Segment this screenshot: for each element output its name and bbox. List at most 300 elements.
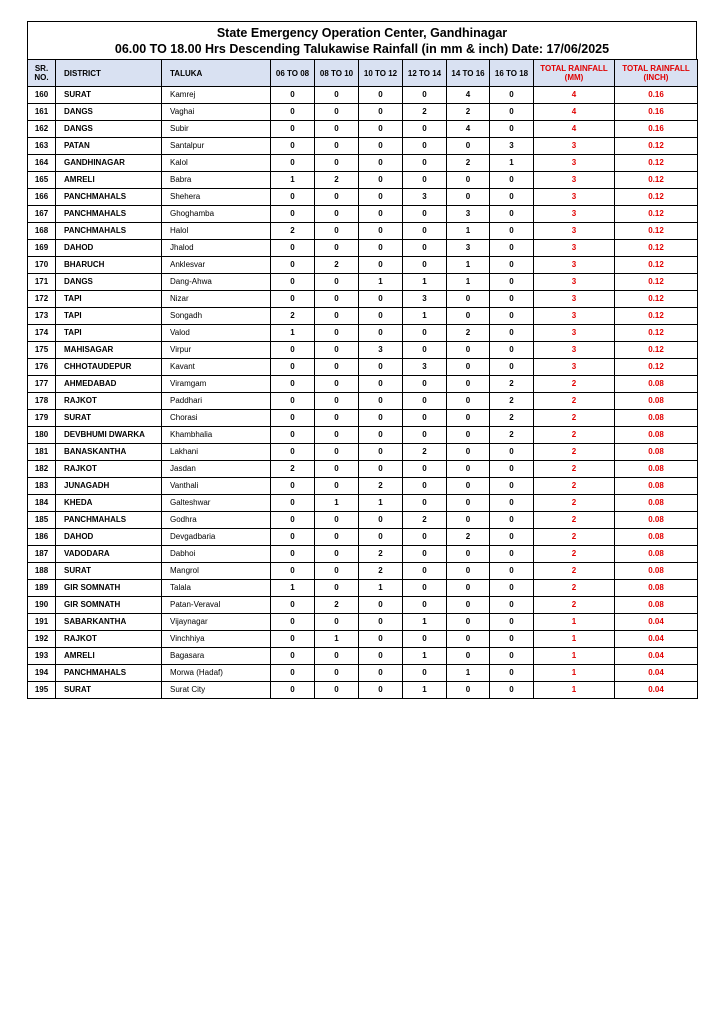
total-inch-cell: 0.12 [615, 240, 698, 257]
rain-08-10-cell: 0 [315, 87, 359, 104]
rain-06-08-cell: 0 [271, 291, 315, 308]
rain-08-10-cell: 0 [315, 648, 359, 665]
rain-06-08-cell: 0 [271, 155, 315, 172]
rain-16-18-cell: 2 [490, 393, 534, 410]
rain-08-10-cell: 0 [315, 359, 359, 376]
rain-12-14-cell: 0 [403, 376, 447, 393]
rain-16-18-cell: 0 [490, 512, 534, 529]
table-row [28, 597, 698, 614]
header-14-16: 14 TO 16 [447, 60, 490, 87]
district-cell: CHHOTAUDEPUR [56, 359, 162, 376]
rain-08-10-cell: 0 [315, 478, 359, 495]
district-cell: DANGS [56, 121, 162, 138]
rain-16-18-cell: 0 [490, 444, 534, 461]
rain-10-12-cell: 0 [359, 444, 403, 461]
header-total-mm: TOTAL RAINFALL (MM) [534, 60, 615, 87]
taluka-cell: Shehera [162, 189, 271, 206]
taluka-cell: Kamrej [162, 87, 271, 104]
district-cell: GIR SOMNATH [56, 597, 162, 614]
rain-14-16-cell: 2 [447, 325, 490, 342]
table-row [28, 665, 698, 682]
rain-16-18-cell: 0 [490, 87, 534, 104]
rain-12-14-cell: 1 [403, 614, 447, 631]
taluka-cell: Vanthali [162, 478, 271, 495]
table-row [28, 427, 698, 444]
rain-14-16-cell: 0 [447, 631, 490, 648]
rain-14-16-cell: 2 [447, 155, 490, 172]
taluka-cell: Vinchhiya [162, 631, 271, 648]
table-row [28, 189, 698, 206]
sr-no-cell: 166 [28, 189, 56, 206]
rain-14-16-cell: 0 [447, 308, 490, 325]
total-mm-cell: 3 [534, 308, 615, 325]
total-mm-cell: 1 [534, 648, 615, 665]
rain-06-08-cell: 0 [271, 665, 315, 682]
district-cell: DAHOD [56, 240, 162, 257]
rain-08-10-cell: 0 [315, 461, 359, 478]
total-inch-cell: 0.12 [615, 189, 698, 206]
rain-14-16-cell: 0 [447, 189, 490, 206]
taluka-cell: Dang-Ahwa [162, 274, 271, 291]
rain-10-12-cell: 0 [359, 189, 403, 206]
rain-14-16-cell: 0 [447, 495, 490, 512]
rain-16-18-cell: 1 [490, 155, 534, 172]
rain-14-16-cell: 0 [447, 597, 490, 614]
rain-14-16-cell: 0 [447, 444, 490, 461]
rain-16-18-cell: 2 [490, 410, 534, 427]
table-row [28, 121, 698, 138]
rain-10-12-cell: 0 [359, 614, 403, 631]
taluka-cell: Vaghai [162, 104, 271, 121]
rain-12-14-cell: 3 [403, 359, 447, 376]
rain-08-10-cell: 0 [315, 393, 359, 410]
rain-10-12-cell: 0 [359, 172, 403, 189]
total-mm-cell: 3 [534, 223, 615, 240]
rain-08-10-cell: 0 [315, 444, 359, 461]
sr-no-cell: 192 [28, 631, 56, 648]
rain-12-14-cell: 0 [403, 546, 447, 563]
sr-no-cell: 194 [28, 665, 56, 682]
total-mm-cell: 3 [534, 172, 615, 189]
rain-10-12-cell: 0 [359, 682, 403, 699]
total-inch-cell: 0.12 [615, 308, 698, 325]
table-row [28, 580, 698, 597]
rain-16-18-cell: 0 [490, 121, 534, 138]
rain-10-12-cell: 0 [359, 155, 403, 172]
rain-08-10-cell: 0 [315, 155, 359, 172]
rain-06-08-cell: 1 [271, 325, 315, 342]
rain-14-16-cell: 0 [447, 359, 490, 376]
table-row [28, 410, 698, 427]
taluka-cell: Surat City [162, 682, 271, 699]
header-district: DISTRICT [56, 60, 162, 87]
table-row [28, 206, 698, 223]
total-mm-cell: 3 [534, 291, 615, 308]
rain-14-16-cell: 0 [447, 614, 490, 631]
rain-08-10-cell: 0 [315, 138, 359, 155]
total-mm-cell: 3 [534, 325, 615, 342]
rain-10-12-cell: 2 [359, 478, 403, 495]
total-mm-cell: 2 [534, 444, 615, 461]
rain-10-12-cell: 0 [359, 376, 403, 393]
rain-08-10-cell: 0 [315, 512, 359, 529]
sr-no-cell: 161 [28, 104, 56, 121]
table-row [28, 648, 698, 665]
district-cell: GANDHINAGAR [56, 155, 162, 172]
rain-16-18-cell: 0 [490, 563, 534, 580]
sr-no-cell: 172 [28, 291, 56, 308]
report-subtitle: 06.00 TO 18.00 Hrs Descending Talukawise Rainfall (in mm & inch) Date: 17/06/2025 [114, 42, 610, 56]
district-cell: SURAT [56, 682, 162, 699]
district-cell: JUNAGADH [56, 478, 162, 495]
total-inch-cell: 0.08 [615, 512, 698, 529]
taluka-cell: Babra [162, 172, 271, 189]
rain-14-16-cell: 0 [447, 648, 490, 665]
rainfall-table [27, 59, 698, 699]
taluka-cell: Morwa (Hadaf) [162, 665, 271, 682]
taluka-cell: Songadh [162, 308, 271, 325]
rain-08-10-cell: 0 [315, 104, 359, 121]
rain-16-18-cell: 0 [490, 206, 534, 223]
rain-06-08-cell: 0 [271, 274, 315, 291]
rain-06-08-cell: 2 [271, 223, 315, 240]
rain-08-10-cell: 0 [315, 206, 359, 223]
rain-06-08-cell: 0 [271, 631, 315, 648]
total-inch-cell: 0.08 [615, 461, 698, 478]
rain-14-16-cell: 0 [447, 478, 490, 495]
rain-10-12-cell: 1 [359, 274, 403, 291]
rain-16-18-cell: 0 [490, 342, 534, 359]
total-mm-cell: 1 [534, 665, 615, 682]
district-cell: SURAT [56, 410, 162, 427]
district-cell: SURAT [56, 87, 162, 104]
district-cell: PANCHMAHALS [56, 206, 162, 223]
rain-12-14-cell: 0 [403, 206, 447, 223]
rain-16-18-cell: 0 [490, 274, 534, 291]
rain-16-18-cell: 0 [490, 240, 534, 257]
total-mm-cell: 3 [534, 155, 615, 172]
rain-12-14-cell: 0 [403, 87, 447, 104]
rain-12-14-cell: 2 [403, 104, 447, 121]
rain-10-12-cell: 0 [359, 121, 403, 138]
sr-no-cell: 187 [28, 546, 56, 563]
rain-06-08-cell: 0 [271, 427, 315, 444]
rain-10-12-cell: 0 [359, 597, 403, 614]
taluka-cell: Godhra [162, 512, 271, 529]
taluka-cell: Halol [162, 223, 271, 240]
rain-10-12-cell: 1 [359, 495, 403, 512]
report-title-box [27, 21, 697, 59]
total-inch-cell: 0.08 [615, 427, 698, 444]
total-mm-cell: 2 [534, 393, 615, 410]
total-mm-cell: 3 [534, 240, 615, 257]
sr-no-cell: 190 [28, 597, 56, 614]
rain-08-10-cell: 0 [315, 376, 359, 393]
district-cell: SABARKANTHA [56, 614, 162, 631]
total-inch-cell: 0.04 [615, 682, 698, 699]
rain-08-10-cell: 0 [315, 580, 359, 597]
total-inch-cell: 0.08 [615, 580, 698, 597]
sr-no-cell: 174 [28, 325, 56, 342]
rain-16-18-cell: 0 [490, 359, 534, 376]
rain-14-16-cell: 0 [447, 172, 490, 189]
rain-12-14-cell: 0 [403, 393, 447, 410]
sr-no-cell: 168 [28, 223, 56, 240]
total-inch-cell: 0.08 [615, 563, 698, 580]
total-mm-cell: 4 [534, 121, 615, 138]
table-row [28, 291, 698, 308]
rain-06-08-cell: 0 [271, 206, 315, 223]
sr-no-cell: 164 [28, 155, 56, 172]
sr-no-cell: 193 [28, 648, 56, 665]
rain-10-12-cell: 0 [359, 461, 403, 478]
table-row [28, 104, 698, 121]
rain-12-14-cell: 0 [403, 461, 447, 478]
district-cell: AMRELI [56, 172, 162, 189]
table-row [28, 529, 698, 546]
rain-16-18-cell: 0 [490, 172, 534, 189]
total-mm-cell: 3 [534, 206, 615, 223]
total-mm-cell: 1 [534, 682, 615, 699]
rain-12-14-cell: 0 [403, 138, 447, 155]
rain-10-12-cell: 0 [359, 206, 403, 223]
rain-10-12-cell: 1 [359, 580, 403, 597]
rain-08-10-cell: 0 [315, 223, 359, 240]
rain-14-16-cell: 0 [447, 291, 490, 308]
taluka-cell: Nizar [162, 291, 271, 308]
sr-no-cell: 191 [28, 614, 56, 631]
total-mm-cell: 2 [534, 529, 615, 546]
rain-08-10-cell: 0 [315, 291, 359, 308]
rain-16-18-cell: 0 [490, 546, 534, 563]
rain-12-14-cell: 1 [403, 648, 447, 665]
district-cell: PATAN [56, 138, 162, 155]
rain-12-14-cell: 0 [403, 325, 447, 342]
rain-06-08-cell: 0 [271, 478, 315, 495]
total-inch-cell: 0.12 [615, 274, 698, 291]
total-inch-cell: 0.08 [615, 597, 698, 614]
sr-no-cell: 183 [28, 478, 56, 495]
sr-no-cell: 160 [28, 87, 56, 104]
total-inch-cell: 0.08 [615, 376, 698, 393]
total-inch-cell: 0.12 [615, 155, 698, 172]
header-06-08: 06 TO 08 [271, 60, 315, 87]
table-row [28, 359, 698, 376]
rain-16-18-cell: 0 [490, 325, 534, 342]
rain-06-08-cell: 1 [271, 172, 315, 189]
rain-16-18-cell: 0 [490, 223, 534, 240]
total-mm-cell: 1 [534, 631, 615, 648]
taluka-cell: Santalpur [162, 138, 271, 155]
table-row [28, 155, 698, 172]
table-row [28, 223, 698, 240]
table-row [28, 308, 698, 325]
rain-06-08-cell: 0 [271, 682, 315, 699]
rain-16-18-cell: 0 [490, 189, 534, 206]
district-cell: MAHISAGAR [56, 342, 162, 359]
total-mm-cell: 2 [534, 546, 615, 563]
rain-06-08-cell: 0 [271, 393, 315, 410]
sr-no-cell: 177 [28, 376, 56, 393]
rain-08-10-cell: 0 [315, 665, 359, 682]
rain-16-18-cell: 2 [490, 376, 534, 393]
rain-12-14-cell: 0 [403, 495, 447, 512]
rain-14-16-cell: 0 [447, 342, 490, 359]
district-cell: DANGS [56, 104, 162, 121]
rain-08-10-cell: 0 [315, 308, 359, 325]
rain-10-12-cell: 0 [359, 138, 403, 155]
rain-14-16-cell: 3 [447, 240, 490, 257]
rain-10-12-cell: 0 [359, 529, 403, 546]
rain-16-18-cell: 0 [490, 665, 534, 682]
district-cell: RAJKOT [56, 393, 162, 410]
rain-06-08-cell: 0 [271, 563, 315, 580]
taluka-cell: Devgadbaria [162, 529, 271, 546]
sr-no-cell: 173 [28, 308, 56, 325]
total-mm-cell: 2 [534, 597, 615, 614]
table-row [28, 495, 698, 512]
rain-08-10-cell: 1 [315, 495, 359, 512]
total-mm-cell: 1 [534, 614, 615, 631]
taluka-cell: Paddhari [162, 393, 271, 410]
table-header-row [28, 60, 698, 87]
sr-no-cell: 186 [28, 529, 56, 546]
sr-no-cell: 167 [28, 206, 56, 223]
table-row [28, 376, 698, 393]
rain-08-10-cell: 2 [315, 597, 359, 614]
rain-12-14-cell: 0 [403, 342, 447, 359]
district-cell: PANCHMAHALS [56, 189, 162, 206]
total-mm-cell: 3 [534, 138, 615, 155]
rain-06-08-cell: 0 [271, 529, 315, 546]
rain-12-14-cell: 0 [403, 427, 447, 444]
taluka-cell: Ghoghamba [162, 206, 271, 223]
district-cell: TAPI [56, 325, 162, 342]
rain-12-14-cell: 3 [403, 291, 447, 308]
rain-06-08-cell: 0 [271, 342, 315, 359]
rain-06-08-cell: 0 [271, 410, 315, 427]
rain-14-16-cell: 0 [447, 461, 490, 478]
sr-no-cell: 175 [28, 342, 56, 359]
rain-08-10-cell: 1 [315, 631, 359, 648]
rain-14-16-cell: 0 [447, 138, 490, 155]
rain-06-08-cell: 0 [271, 512, 315, 529]
rain-16-18-cell: 0 [490, 529, 534, 546]
header-10-12: 10 TO 12 [359, 60, 403, 87]
table-row [28, 444, 698, 461]
district-cell: BHARUCH [56, 257, 162, 274]
rain-14-16-cell: 0 [447, 512, 490, 529]
rain-12-14-cell: 0 [403, 597, 447, 614]
rain-10-12-cell: 0 [359, 325, 403, 342]
table-row [28, 274, 698, 291]
rain-06-08-cell: 0 [271, 648, 315, 665]
sr-no-cell: 170 [28, 257, 56, 274]
rain-14-16-cell: 1 [447, 223, 490, 240]
district-cell: AHMEDABAD [56, 376, 162, 393]
rain-10-12-cell: 0 [359, 240, 403, 257]
total-inch-cell: 0.04 [615, 648, 698, 665]
total-inch-cell: 0.08 [615, 410, 698, 427]
total-inch-cell: 0.08 [615, 546, 698, 563]
sr-no-cell: 178 [28, 393, 56, 410]
taluka-cell: Viramgam [162, 376, 271, 393]
rain-10-12-cell: 2 [359, 546, 403, 563]
rain-10-12-cell: 0 [359, 427, 403, 444]
district-cell: DEVBHUMI DWARKA [56, 427, 162, 444]
total-inch-cell: 0.12 [615, 342, 698, 359]
district-cell: PANCHMAHALS [56, 223, 162, 240]
rain-12-14-cell: 0 [403, 529, 447, 546]
rain-12-14-cell: 0 [403, 172, 447, 189]
district-cell: RAJKOT [56, 631, 162, 648]
rain-08-10-cell: 0 [315, 325, 359, 342]
taluka-cell: Lakhani [162, 444, 271, 461]
rain-14-16-cell: 1 [447, 274, 490, 291]
total-inch-cell: 0.08 [615, 478, 698, 495]
rain-10-12-cell: 0 [359, 257, 403, 274]
district-cell: TAPI [56, 291, 162, 308]
rain-08-10-cell: 0 [315, 189, 359, 206]
rain-16-18-cell: 0 [490, 614, 534, 631]
rain-08-10-cell: 0 [315, 546, 359, 563]
rain-14-16-cell: 0 [447, 410, 490, 427]
rain-14-16-cell: 0 [447, 427, 490, 444]
rain-06-08-cell: 0 [271, 495, 315, 512]
table-row [28, 257, 698, 274]
rain-12-14-cell: 0 [403, 240, 447, 257]
taluka-cell: Galteshwar [162, 495, 271, 512]
rain-10-12-cell: 0 [359, 87, 403, 104]
rain-08-10-cell: 0 [315, 529, 359, 546]
district-cell: GIR SOMNATH [56, 580, 162, 597]
rain-10-12-cell: 0 [359, 308, 403, 325]
sr-no-cell: 189 [28, 580, 56, 597]
rain-06-08-cell: 0 [271, 257, 315, 274]
total-mm-cell: 3 [534, 274, 615, 291]
rain-06-08-cell: 0 [271, 104, 315, 121]
table-row [28, 325, 698, 342]
district-cell: PANCHMAHALS [56, 512, 162, 529]
total-mm-cell: 2 [534, 427, 615, 444]
header-sr-no: SR. NO. [28, 60, 56, 87]
rain-06-08-cell: 0 [271, 359, 315, 376]
rain-06-08-cell: 0 [271, 444, 315, 461]
rain-08-10-cell: 0 [315, 427, 359, 444]
district-cell: BANASKANTHA [56, 444, 162, 461]
total-inch-cell: 0.12 [615, 359, 698, 376]
table-row [28, 478, 698, 495]
rain-08-10-cell: 0 [315, 121, 359, 138]
sr-no-cell: 179 [28, 410, 56, 427]
rain-10-12-cell: 0 [359, 393, 403, 410]
total-inch-cell: 0.08 [615, 495, 698, 512]
rain-14-16-cell: 0 [447, 393, 490, 410]
rain-14-16-cell: 1 [447, 665, 490, 682]
table-row [28, 512, 698, 529]
table-row [28, 342, 698, 359]
rain-12-14-cell: 1 [403, 274, 447, 291]
sr-no-cell: 180 [28, 427, 56, 444]
table-row [28, 87, 698, 104]
rain-12-14-cell: 1 [403, 308, 447, 325]
taluka-cell: Kavant [162, 359, 271, 376]
taluka-cell: Patan-Veraval [162, 597, 271, 614]
table-row [28, 393, 698, 410]
rainfall-report [27, 21, 697, 699]
total-mm-cell: 2 [534, 563, 615, 580]
sr-no-cell: 165 [28, 172, 56, 189]
